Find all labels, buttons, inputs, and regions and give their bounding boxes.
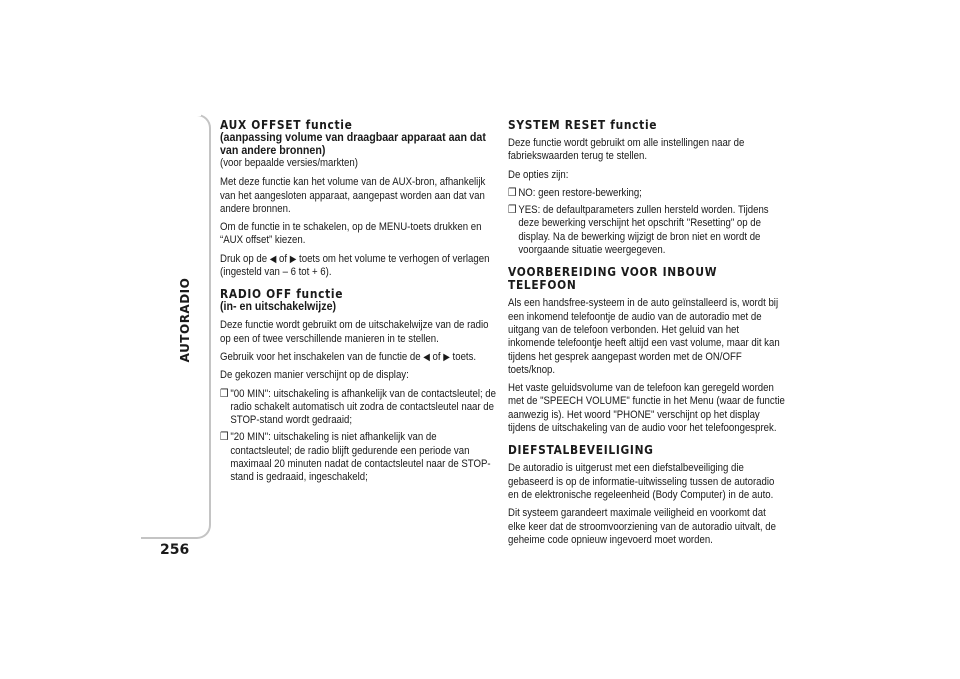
text-fragment: of	[432, 350, 441, 363]
paragraph: Het vaste geluidsvolume van de telefoon kan geregeld worden met de "SPEECH VOLUME" functie in het Menu (waar de functie aanwezig is). Het woord "PHONE" verschijnt op het display tijdens de uitschakeling van de audio voor het telefoongesprek.	[508, 382, 785, 435]
page-number: 256	[160, 542, 190, 558]
text-fragment: Gebruik voor het inschakelen van de functie de	[220, 350, 421, 363]
text-fragment: Druk op de	[220, 252, 268, 265]
paragraph: Dit systeem garandeert maximale veiligheid en voorkomt dat elke keer dat de stroomvoorziening van de autoradio uitvalt, de geheime code opnieuw ingevoerd moet worden.	[508, 507, 776, 546]
section-subtitle: (aanpassing volume van draagbaar apparaat aan dat van andere bronnen)	[220, 130, 486, 157]
list-item-text: "20 MIN": uitschakeling is niet afhankelijk van de contactsleutel; de radio blijft gedurende een periode van maximaal 20 minuten nadat de contactsleutel naar de STOP-stand is gedraaid, ingeschakeld;	[230, 431, 491, 484]
right-column	[508, 118, 785, 555]
paragraph	[220, 351, 497, 364]
paragraph	[220, 253, 497, 280]
checkbox-bullet-icon: ❒	[508, 186, 517, 199]
list-item	[220, 431, 497, 484]
paragraph: Om de functie in te schakelen, op de MENU-toets drukken en “AUX offset” kiezen.	[220, 221, 482, 247]
paragraph: Als een handsfree-systeem in de auto geïnstalleerd is, wordt bij een inkomend telefoontje de audio van de autoradio met de uitgang van de telefoon verbonden. Het geluid van het inkomende telefoontje heeft altijd een vast volume, maar dit kan tijdens het gesprek aangepast worden met de ON/OFF toets/knop.	[508, 297, 780, 376]
list-item	[220, 388, 497, 428]
checkbox-bullet-icon: ❒	[508, 204, 517, 217]
checkbox-bullet-icon: ❒	[220, 431, 229, 444]
left-column	[220, 118, 497, 493]
paragraph: De gekozen manier verschijnt op de display:	[220, 369, 409, 382]
section-title: DIEFSTALBEVEILIGING	[508, 442, 654, 458]
left-arrow-icon: ◀	[423, 351, 430, 363]
section-side-tab: AUTORADIO	[178, 277, 192, 363]
paragraph: De opties zijn:	[508, 168, 569, 181]
section-title: SYSTEM RESET functie	[508, 117, 658, 132]
right-arrow-icon: ▶	[443, 351, 450, 363]
section-title: RADIO OFF functie	[220, 286, 344, 302]
section-title: VOORBEREIDING VOOR INBOUW TELEFOON	[508, 264, 718, 293]
system-reset-section	[508, 118, 785, 257]
paragraph: De autoradio is uitgerust met een diefstalbeveiliging die gebaseerd is op de informatie-uitwisseling tussen de autoradio en de elektronische regeleenheid (Body Computer) in de auto.	[508, 462, 775, 501]
text-fragment: toets om het volume te verhogen of verlagen (ingesteld van – 6 tot + 6).	[220, 252, 490, 279]
versions-note: (voor bepaalde versies/markten)	[220, 157, 358, 169]
text-fragment: toets.	[452, 350, 477, 363]
page-edge-frame	[141, 114, 211, 539]
section-title: AUX OFFSET functie	[220, 117, 353, 132]
list-item	[508, 187, 785, 200]
text-fragment: of	[279, 252, 288, 265]
section-subtitle: (in- en uitschakelwijze)	[220, 299, 337, 314]
left-arrow-icon: ◀	[269, 253, 277, 265]
list-item-text: NO: geen restore-bewerking;	[518, 186, 642, 199]
list-item	[508, 204, 785, 257]
checkbox-bullet-icon: ❒	[220, 387, 229, 400]
paragraph: Deze functie wordt gebruikt om de uitschakelwijze van de radio op een of twee verschillende manieren in te stellen.	[220, 319, 489, 345]
list-item-text: "00 MIN": uitschakeling is afhankelijk van de contactsleutel; de radio schakelt automatisch uit zodra de contactsleutel naar de STOP-stand wordt gedraaid;	[230, 387, 497, 427]
frame-gap	[141, 114, 201, 116]
right-arrow-icon: ▶	[289, 253, 297, 265]
list-item-text: YES: de defaultparameters zullen hersteld worden. Tijdens deze bewerking verschijnt het opschrift "Resetting" op de display. Na de bewerking wijzigt de bron niet en wordt de voorgaande situatie weergegeven.	[518, 204, 769, 257]
radio-off-section	[220, 287, 497, 484]
paragraph: Deze functie wordt gebruikt om alle instellingen naar de fabriekswaarden terug te stellen.	[508, 137, 745, 163]
paragraph: Met deze functie kan het volume van de AUX-bron, afhankelijk van het aangesloten apparaat, aangepast worden aan dat van andere bronnen.	[220, 176, 486, 215]
anti-theft-section	[508, 443, 785, 547]
aux-offset-section	[220, 118, 497, 279]
phone-section	[508, 265, 785, 435]
